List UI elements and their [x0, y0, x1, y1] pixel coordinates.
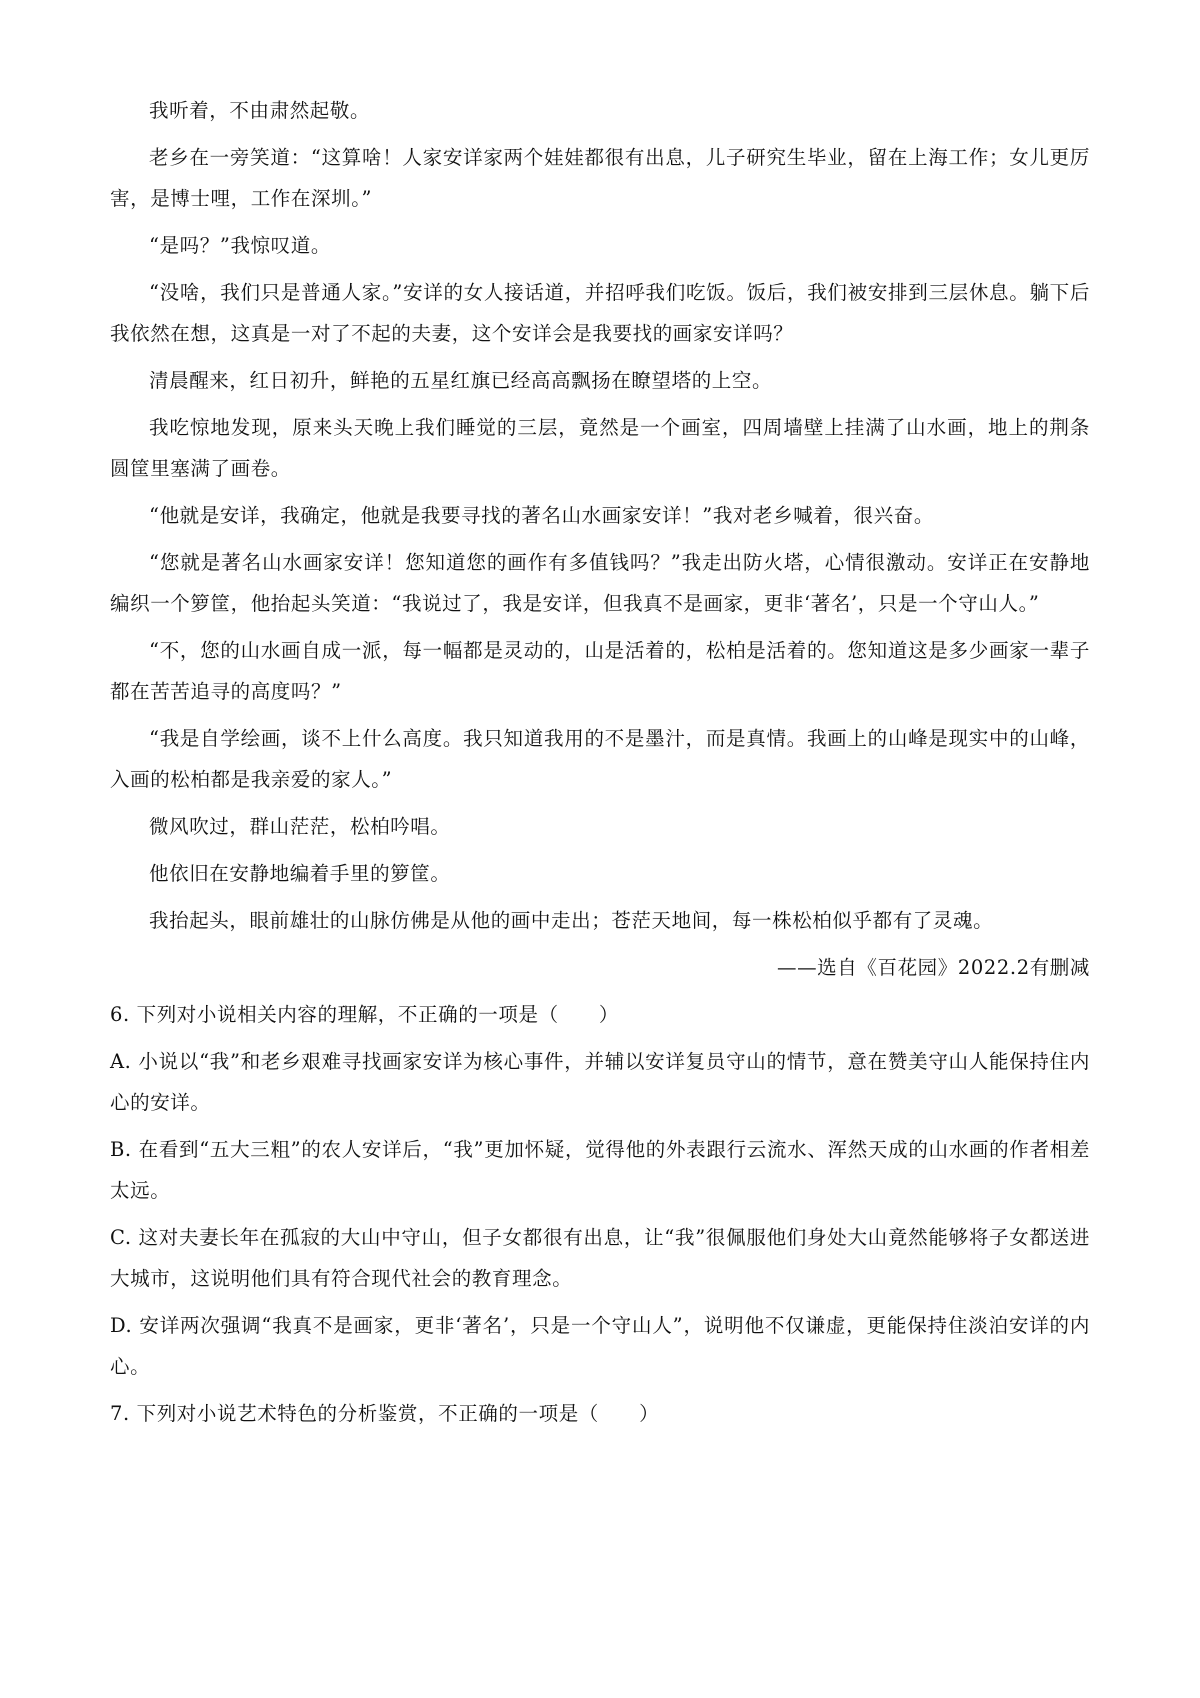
passage-paragraph: 老乡在一旁笑道：“这算啥！人家安详家两个娃娃都很有出息，儿子研究生毕业，留在上海工作；女儿更厉害，是博士哩，工作在深圳。” — [110, 146, 1090, 210]
passage-paragraph: “他就是安详，我确定，他就是我要寻找的著名山水画家安详！”我对老乡喊着，很兴奋。 — [149, 504, 934, 527]
passage-paragraph: 清晨醒来，红日初升，鲜艳的五星红旗已经高高飘扬在瞭望塔的上空。 — [149, 369, 773, 392]
passage-paragraph: 微风吹过，群山茫茫，松柏吟唱。 — [149, 815, 451, 838]
passage-paragraph: 我抬起头，眼前雄壮的山脉仿佛是从他的画中走出；苍茫天地间，每一株松柏似乎都有了灵魂。 — [149, 909, 994, 932]
passage-paragraph: 我吃惊地发现，原来头天晚上我们睡觉的三层，竟然是一个画室，四周墙壁上挂满了山水画，地上的荆条圆筐里塞满了画卷。 — [110, 416, 1090, 480]
option-d: D. 安详两次强调“我真不是画家，更非‘著名’，只是一个守山人”，说明他不仅谦虚，更能保持住淡泊安详的内心。 — [110, 1314, 1090, 1378]
passage-paragraph: “是吗？”我惊叹道。 — [149, 234, 331, 257]
question-stem: 7. 下列对小说艺术特色的分析鉴赏，不正确的一项是（ ） — [110, 1402, 660, 1425]
option-b: B. 在看到“五大三粗”的农人安详后，“我”更加怀疑，觉得他的外表跟行云流水、浑然天成的山水画的作者相差太远。 — [110, 1138, 1090, 1202]
option-a: A. 小说以“我”和老乡艰难寻找画家安详为核心事件，并辅以安详复员守山的情节，意在赞美守山人能保持住内心的安详。 — [110, 1050, 1090, 1114]
question-stem: 6. 下列对小说相关内容的理解，不正确的一项是（ ） — [110, 1003, 620, 1026]
source-citation: ——选自《百花园》2022.2有删减 — [776, 956, 1090, 979]
question-6 — [110, 994, 1090, 1387]
question-7 — [110, 1393, 1090, 1434]
passage-paragraph: “我是自学绘画，谈不上什么高度。我只知道我用的不是墨汁，而是真情。我画上的山峰是现实中的山峰，入画的松柏都是我亲爱的家人。” — [110, 727, 1090, 791]
passage — [110, 90, 1090, 941]
passage-paragraph: “没啥，我们只是普通人家。”安详的女人接话道，并招呼我们吃饭。饭后，我们被安排到三层休息。躺下后我依然在想，这真是一对了不起的夫妻，这个安详会是我要找的画家安详吗？ — [110, 281, 1090, 345]
passage-paragraph: “您就是著名山水画家安详！您知道您的画作有多值钱吗？”我走出防火塔，心情很激动。安详正在安静地编织一个箩筐，他抬起头笑道：“我说过了，我是安详，但我真不是画家，更非‘著名’，只是一个守山人。” — [110, 551, 1090, 615]
passage-paragraph: 他依旧在安静地编着手里的箩筐。 — [149, 862, 451, 885]
option-c: C. 这对夫妻长年在孤寂的大山中守山，但子女都很有出息，让“我”很佩服他们身处大山竟然能够将子女都送进大城市，这说明他们具有符合现代社会的教育理念。 — [110, 1226, 1090, 1290]
passage-paragraph: 我听着，不由肃然起敬。 — [149, 99, 371, 122]
passage-paragraph: “不，您的山水画自成一派，每一幅都是灵动的，山是活着的，松柏是活着的。您知道这是多少画家一辈子都在苦苦追寻的高度吗？” — [110, 639, 1090, 703]
